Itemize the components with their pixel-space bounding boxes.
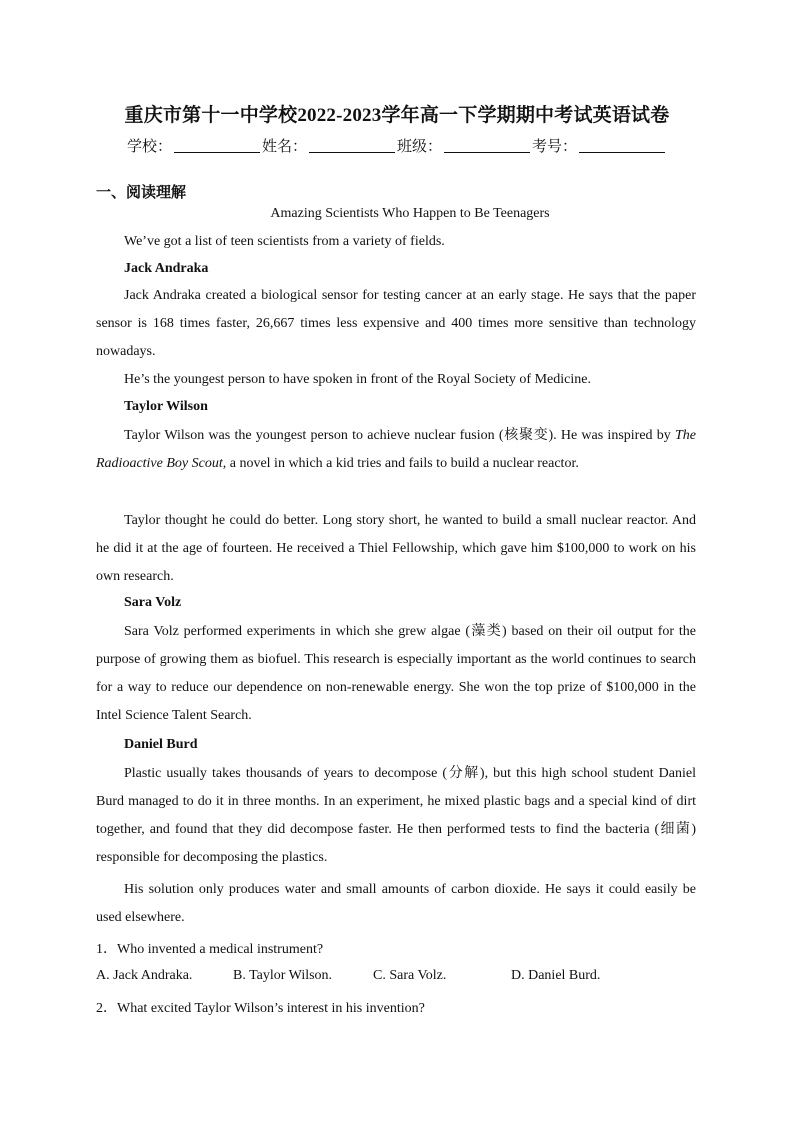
question-2-stem: 2．What excited Taylor Wilson’s interest in his invention? [96, 1001, 425, 1016]
paragraph-sara-1: Sara Volz performed experiments in which she grew algae (藻类) based on their oil output for the purpose of growing them as biofuel. This research is especially important as the world continues to search for a way to reduce our dependence on non-renewable energy. She won the top prize of $100,000 in the Intel Science Talent Search. [96, 624, 696, 723]
page-title: 重庆市第十一中学校2022-2023学年高一下学期期中考试英语试卷 [124, 105, 670, 126]
taylor-text-a: Taylor Wilson was the youngest person to achieve nuclear fusion (核聚变). He was inspired by [124, 428, 675, 443]
school-blank[interactable] [174, 138, 260, 153]
taylor-text-b: , a novel in which a kid tries and fails to build a nuclear reactor. [222, 456, 579, 471]
class-label: 班级： [397, 139, 443, 155]
paragraph-daniel-1: Plastic usually takes thousands of years to decompose (分解), but this high school student Daniel Burd managed to do it in three months. In an experiment, he mixed plastic bags and a special kind of dirt together, and found that they did decompose faster. He then performed tests to find the bacteria (细菌) responsible for decomposing the plastics. [96, 766, 696, 865]
intro-paragraph: We’ve got a list of teen scientists from a variety of fields. [124, 234, 445, 249]
question-1-option-b[interactable]: B. Taylor Wilson. [233, 968, 333, 983]
passage-title: Amazing Scientists Who Happen to Be Teenagers [270, 206, 550, 221]
question-1-stem: 1．Who invented a medical instrument? [96, 942, 324, 957]
heading-daniel-burd: Daniel Burd [124, 737, 198, 752]
heading-sara-volz: Sara Volz [124, 595, 182, 610]
question-1-option-c[interactable]: C. Sara Volz. [373, 968, 447, 983]
question-1-option-d[interactable]: D. Daniel Burd. [511, 968, 601, 983]
number-label: 考号： [532, 139, 578, 155]
heading-jack-andraka: Jack Andraka [124, 261, 209, 276]
heading-taylor-wilson: Taylor Wilson [124, 399, 208, 414]
section-title: 一、阅读理解 [96, 185, 187, 201]
question-1-option-a[interactable]: A. Jack Andraka. [96, 968, 193, 983]
paragraph-jack-2: He’s the youngest person to have spoken in front of the Royal Society of Medicine. [124, 372, 591, 387]
name-label: 姓名： [261, 139, 307, 155]
class-blank[interactable] [444, 138, 530, 153]
paragraph-taylor-1 [96, 422, 696, 478]
number-blank[interactable] [579, 138, 665, 153]
student-info-line [0, 135, 794, 156]
paragraph-daniel-2: His solution only produces water and small amounts of carbon dioxide. He says it could easily be used elsewhere. [96, 882, 696, 925]
novel-title: The Radioactive Boy Scout [96, 428, 696, 471]
school-label: 学校： [126, 139, 172, 155]
paragraph-jack-1: Jack Andraka created a biological sensor for testing cancer at an early stage. He says that the paper sensor is 168 times faster, 26,667 times less expensive and 400 times more sensitive than technology nowadays. [96, 288, 696, 359]
paragraph-taylor-2: Taylor thought he could do better. Long story short, he wanted to build a small nuclear reactor. And he did it at the age of fourteen. He received a Thiel Fellowship, which gave him $100,000 to work on his own research. [96, 513, 696, 584]
name-blank[interactable] [309, 138, 395, 153]
